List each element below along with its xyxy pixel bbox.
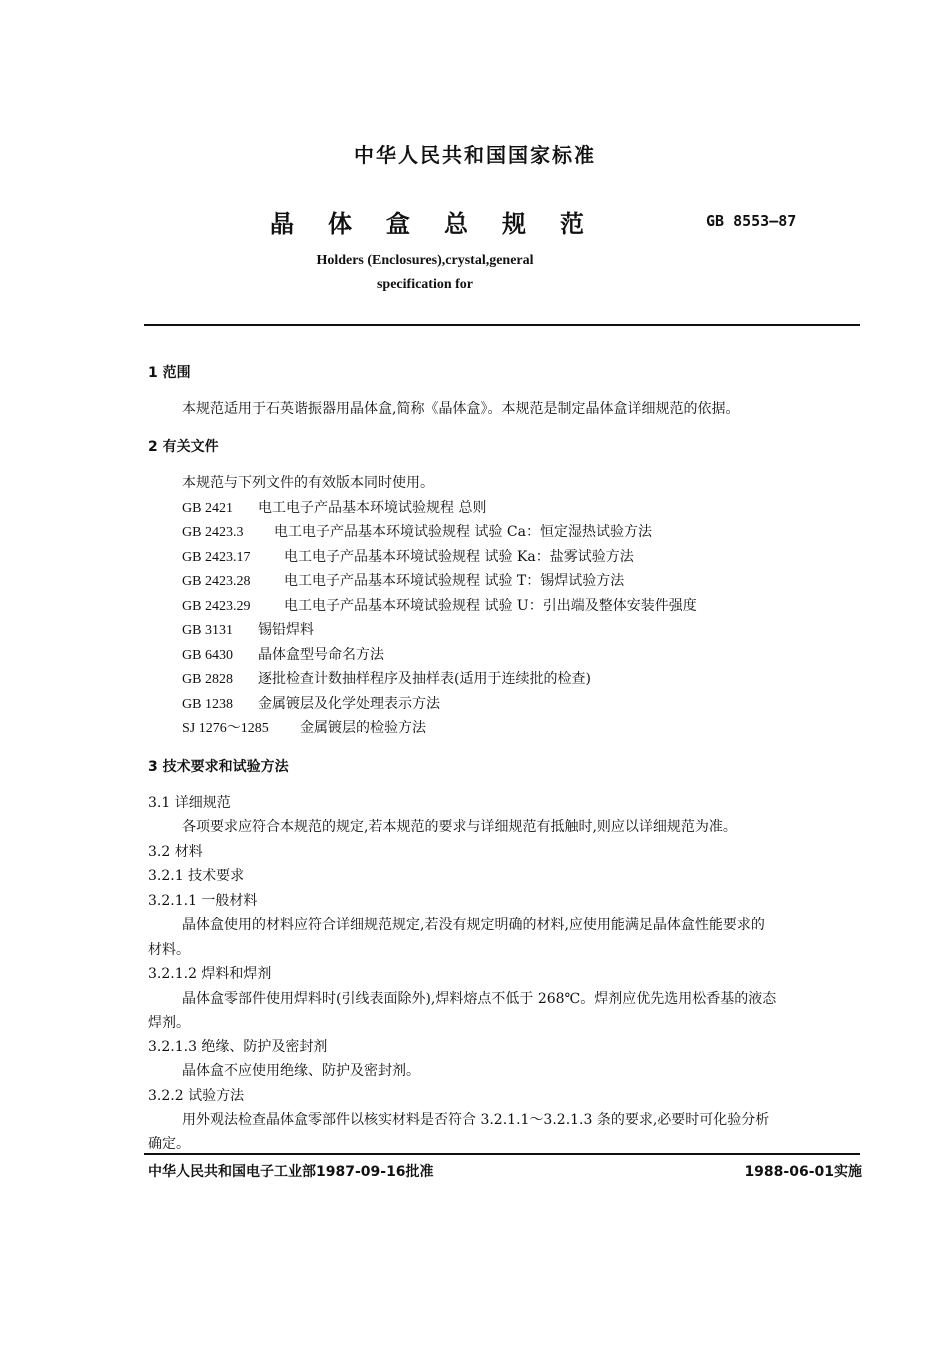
section3-2-2-text-cont: 确定。 (148, 1136, 190, 1152)
section1-text: 本规范适用于石英谐振器用晶体盒,简称《晶体盒》。本规范是制定晶体盒详细规范的依据。 (182, 401, 740, 417)
reference-item (182, 497, 486, 517)
section2-intro: 本规范与下列文件的有效版本同时使用。 (182, 475, 434, 491)
section3-2-1-2-text-cont: 焊剂。 (148, 1015, 190, 1031)
section3-2-1-3-heading: 3.2.1.3 绝缘、防护及密封剂 (148, 1039, 328, 1055)
top-divider (144, 324, 860, 326)
reference-item (182, 521, 652, 541)
reference-code: GB 6430 (182, 648, 233, 663)
reference-title: 电工电子产品基本环境试验规程 总则 (258, 500, 487, 516)
reference-item (182, 668, 591, 688)
reference-title: 逐批检查计数抽样程序及抽样表(适用于连续批的检查) (258, 671, 591, 687)
reference-title: 锡铅焊料 (258, 622, 314, 638)
reference-title: 电工电子产品基本环境试验规程 试验 U：引出端及整体安装件强度 (284, 598, 697, 614)
reference-title: 电工电子产品基本环境试验规程 试验 T：锡焊试验方法 (284, 573, 625, 589)
section3-1-heading: 3.1 详细规范 (148, 795, 231, 811)
reference-item (182, 595, 697, 615)
section3-2-2-text: 用外观法检查晶体盒零部件以核实材料是否符合 3.2.1.1～3.2.1.3 条的要求,必要时可化验分析 (182, 1112, 770, 1128)
section3-2-1-heading: 3.2.1 技术要求 (148, 868, 245, 884)
standard-code: GB 8553—87 (706, 212, 797, 230)
reference-code: GB 2423.3 (182, 525, 244, 540)
section3-2-1-2-heading: 3.2.1.2 焊料和焊剂 (148, 966, 272, 982)
reference-item (182, 717, 426, 737)
section3-heading: 3 技术要求和试验方法 (148, 759, 289, 775)
section3-2-1-1-text-cont: 材料。 (148, 942, 190, 958)
reference-code: GB 3131 (182, 623, 233, 638)
reference-title: 晶体盒型号命名方法 (258, 647, 384, 663)
document-title: 晶体盒总规范 (270, 210, 618, 238)
reference-code: SJ 1276～1285 (182, 721, 269, 736)
reference-code: GB 2423.28 (182, 574, 251, 589)
section3-2-1-2-text: 晶体盒零部件使用焊料时(引线表面除外),焊料熔点不低于 268℃。焊剂应优先选用松香基的液态 (182, 991, 777, 1007)
reference-title: 金属镀层及化学处理表示方法 (258, 696, 440, 712)
reference-title: 电工电子产品基本环境试验规程 试验 Ka：盐雾试验方法 (284, 549, 634, 565)
bottom-divider (144, 1153, 860, 1155)
reference-title: 电工电子产品基本环境试验规程 试验 Ca：恒定湿热试验方法 (274, 524, 652, 540)
section3-2-1-3-text: 晶体盒不应使用绝缘、防护及密封剂。 (182, 1063, 420, 1079)
reference-item (182, 644, 384, 664)
reference-code: GB 2828 (182, 672, 233, 687)
section3-2-heading: 3.2 材料 (148, 844, 203, 860)
section3-2-1-1-heading: 3.2.1.1 一般材料 (148, 893, 258, 909)
reference-code: GB 2423.17 (182, 550, 251, 565)
approval-statement: 中华人民共和国电子工业部1987-09-16批准 (148, 1164, 434, 1180)
section3-2-2-heading: 3.2.2 试验方法 (148, 1088, 245, 1104)
reference-item (182, 570, 624, 590)
reference-item (182, 619, 314, 639)
reference-item (182, 693, 440, 713)
reference-code: GB 1238 (182, 697, 233, 712)
reference-title: 金属镀层的检验方法 (300, 720, 426, 736)
reference-code: GB 2421 (182, 501, 233, 516)
english-title-line2: specification for (376, 277, 474, 292)
section2-heading: 2 有关文件 (148, 439, 219, 455)
section3-2-1-1-text: 晶体盒使用的材料应符合详细规范规定,若没有规定明确的材料,应使用能满足晶体盒性能要求的 (182, 917, 765, 933)
section1-heading: 1 范围 (148, 365, 191, 381)
reference-item (182, 546, 634, 566)
reference-code: GB 2423.29 (182, 599, 251, 614)
section3-1-text: 各项要求应符合本规范的规定,若本规范的要求与详细规范有抵触时,则应以详细规范为准。 (182, 819, 737, 835)
effective-date: 1988-06-01实施 (744, 1164, 862, 1180)
standard-org-title: 中华人民共和国国家标准 (354, 143, 596, 167)
english-title-line1: Holders (Enclosures),crystal,general (316, 253, 534, 268)
